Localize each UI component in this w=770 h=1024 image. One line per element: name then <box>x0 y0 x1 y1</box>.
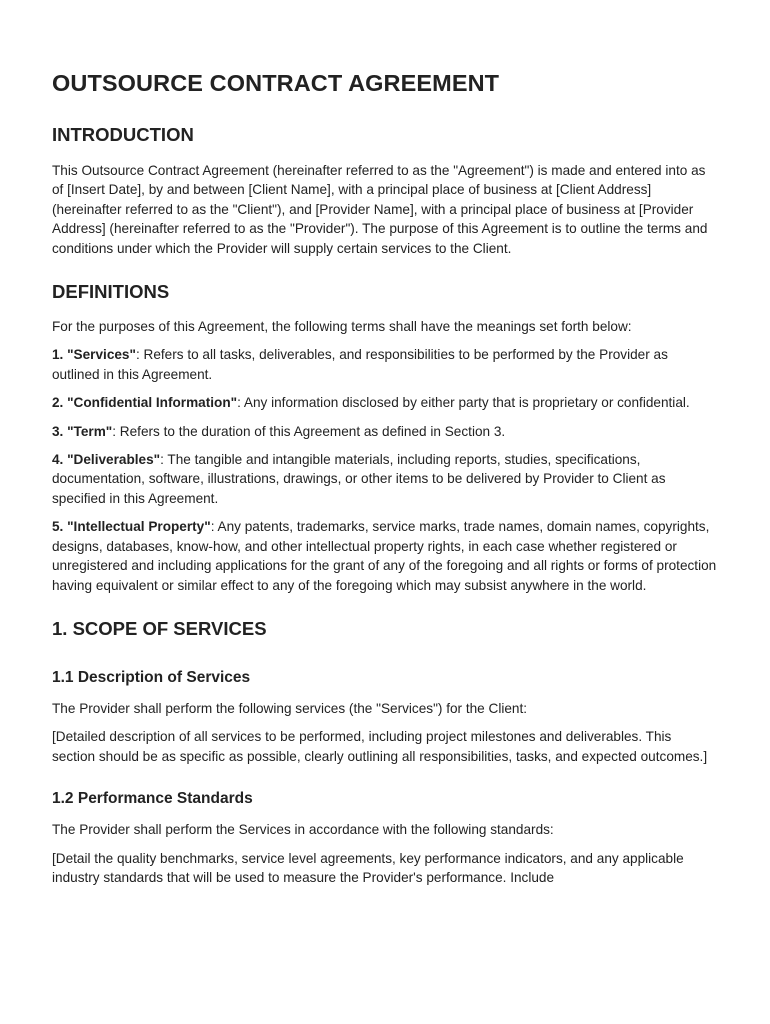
definition-term: 4. "Deliverables" <box>52 452 161 468</box>
definition-text: : The tangible and intangible materials, including reports, studies, specifications, documentation, software, illustrations, drawings, or other items to be delivered by Provider to Client as specified in this Agreement. <box>52 452 666 506</box>
definition-text: : Any information disclosed by either party that is proprietary or confidential. <box>237 395 690 411</box>
definition-item <box>52 345 718 384</box>
definition-item <box>52 393 718 412</box>
introduction-heading: INTRODUCTION <box>52 124 194 145</box>
scope-heading: 1. SCOPE OF SERVICES <box>52 617 267 639</box>
definitions-lead: For the purposes of this Agreement, the following terms shall have the meanings set forth below: <box>52 319 632 335</box>
performance-heading: 1.2 Performance Standards <box>52 790 253 808</box>
definition-text: : Any patents, trademarks, service marks, trade names, domain names, copyrights, designs, databases, know-how, and other intellectual property rights, in each case whether registered or unregistered and including applications for the grant of any of the foregoing and all rights or forms of protection having equivalent or similar effect to any of the foregoing which may subsist anywhere in the world. <box>52 519 717 593</box>
description-body: [Detailed description of all services to be performed, including project milestones and deliverables. This section should be as specific as possible, clearly outlining all responsibilities, tasks, and expected outcomes.] <box>52 729 708 764</box>
description-lead: The Provider shall perform the following services (the "Services") for the Client: <box>52 700 528 716</box>
definition-term: 5. "Intellectual Property" <box>52 519 211 535</box>
document-title: OUTSOURCE CONTRACT AGREEMENT <box>52 70 500 96</box>
definition-term: 3. "Term" <box>52 423 113 439</box>
definition-term: 1. "Services" <box>52 347 136 363</box>
definition-term: 2. "Confidential Information" <box>52 395 238 411</box>
description-heading: 1.1 Description of Services <box>52 668 251 686</box>
definition-item <box>52 422 718 441</box>
definition-item <box>52 517 718 595</box>
performance-body: [Detail the quality benchmarks, service level agreements, key performance indicators, and any applicable industry standards that will be used to measure the Provider's performance. Include <box>52 850 684 885</box>
introduction-paragraph: This Outsource Contract Agreement (hereinafter referred to as the "Agreement") is made and entered into as of [Insert Date], by and between [Client Name], with a principal place of business at [Client Address] (hereinafter referred to as the "Client"), and [Provider Name], with a principal place of business at [Provider Address] (hereinafter referred to as the "Provider"). The purpose of this Agreement is to outline the terms and conditions under which the Provider will supply certain services to the Client. <box>52 163 708 256</box>
definition-text: : Refers to all tasks, deliverables, and responsibilities to be performed by the Provider as outlined in this Agreement. <box>52 347 668 382</box>
definition-text: : Refers to the duration of this Agreement as defined in Section 3. <box>112 423 506 439</box>
definitions-heading: DEFINITIONS <box>52 281 170 303</box>
performance-lead: The Provider shall perform the Services in accordance with the following standards: <box>52 822 554 838</box>
definition-item <box>52 450 718 508</box>
